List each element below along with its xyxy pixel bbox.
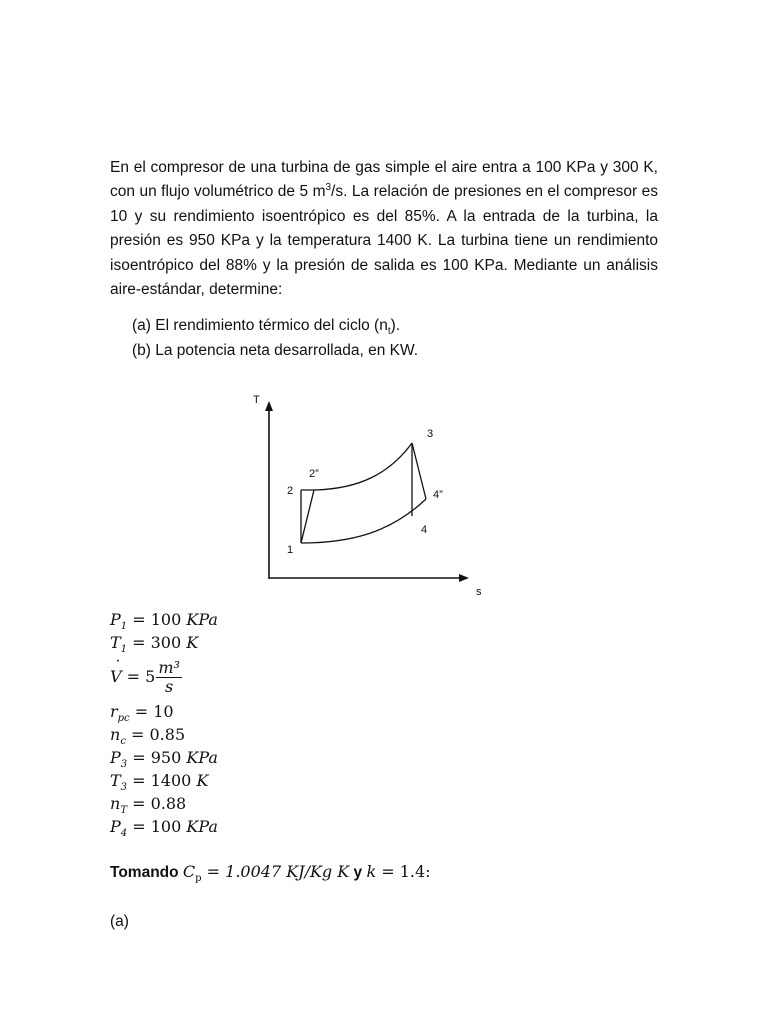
question-a-text: (a) El rendimiento térmico del ciclo (n [132, 317, 388, 334]
ts-diagram [240, 385, 500, 605]
given-values [110, 608, 218, 838]
given-t3: $T_3 = 1400$ K [110, 771, 209, 794]
process-1-2-actual [301, 490, 314, 543]
problem-superscript-3: 3 [325, 182, 332, 194]
state-label-2s: 2” [309, 468, 319, 480]
problem-text-1: En el compresor de una turbina de gas simple el aire entra a 100 KPa y 300 K, con un flujo volumétrico de 5 m [110, 159, 658, 201]
given-nc: $n_c = 0.85$ [110, 725, 186, 748]
heat-addition-curve [301, 443, 412, 490]
part-a-heading: (a) [110, 913, 129, 930]
question-a-subscript: t [387, 326, 391, 338]
state-label-3: 3 [427, 428, 434, 440]
given-rpc: $r_{pc} = 10$ [110, 702, 174, 725]
state-label-1: 1 [287, 544, 294, 556]
given-nt: $n_T = 0.88$ [110, 794, 187, 817]
problem-statement [110, 156, 658, 302]
given-p1: $P_1 = 100$ KPa [110, 610, 218, 633]
given-volumetric-flow: ˙ V = 5 $\frac{\text{m³}}{s}$ [110, 654, 218, 700]
question-a-end: ). [390, 317, 401, 334]
problem-text-2: /s. La relación de presiones en el compresor es 10 y su rendimiento isoentrópico es del 85%. A la entrada de la turbina, la presión es 950 KPa y la temperatura 1400 K. La turbina tiene un rendimiento isoentrópico del 88% y la presión de salida es 100 KPa. Mediante un análisis aire-estándar, determine: [110, 183, 658, 299]
heat-rejection-curve [301, 499, 426, 543]
state-label-4s: 4” [433, 489, 443, 501]
s-axis-arrow [459, 574, 469, 582]
s-axis-label: s [476, 586, 482, 598]
t-axis-label: T [253, 394, 260, 406]
given-t1: $T_1 = 300$ K [110, 633, 199, 656]
question-b: (b) La potencia neta desarrollada, en KW. [132, 342, 419, 359]
question-a [132, 313, 652, 338]
state-label-4: 4 [421, 524, 428, 536]
assumed-properties: Tomando $C_p = 1.0047$ KJ/Kg K y k = 1.4: [110, 862, 431, 885]
given-p4: $P_4 = 100$ KPa [110, 817, 218, 840]
flow-units-fraction: $\frac{\text{m³}}{s}$ [158, 658, 180, 696]
given-p3: $P_3 = 950$ KPa [110, 748, 218, 771]
t-axis-arrow [265, 401, 273, 411]
state-label-2: 2 [287, 485, 294, 497]
process-3-4-actual [412, 443, 426, 499]
question-list [132, 313, 652, 363]
